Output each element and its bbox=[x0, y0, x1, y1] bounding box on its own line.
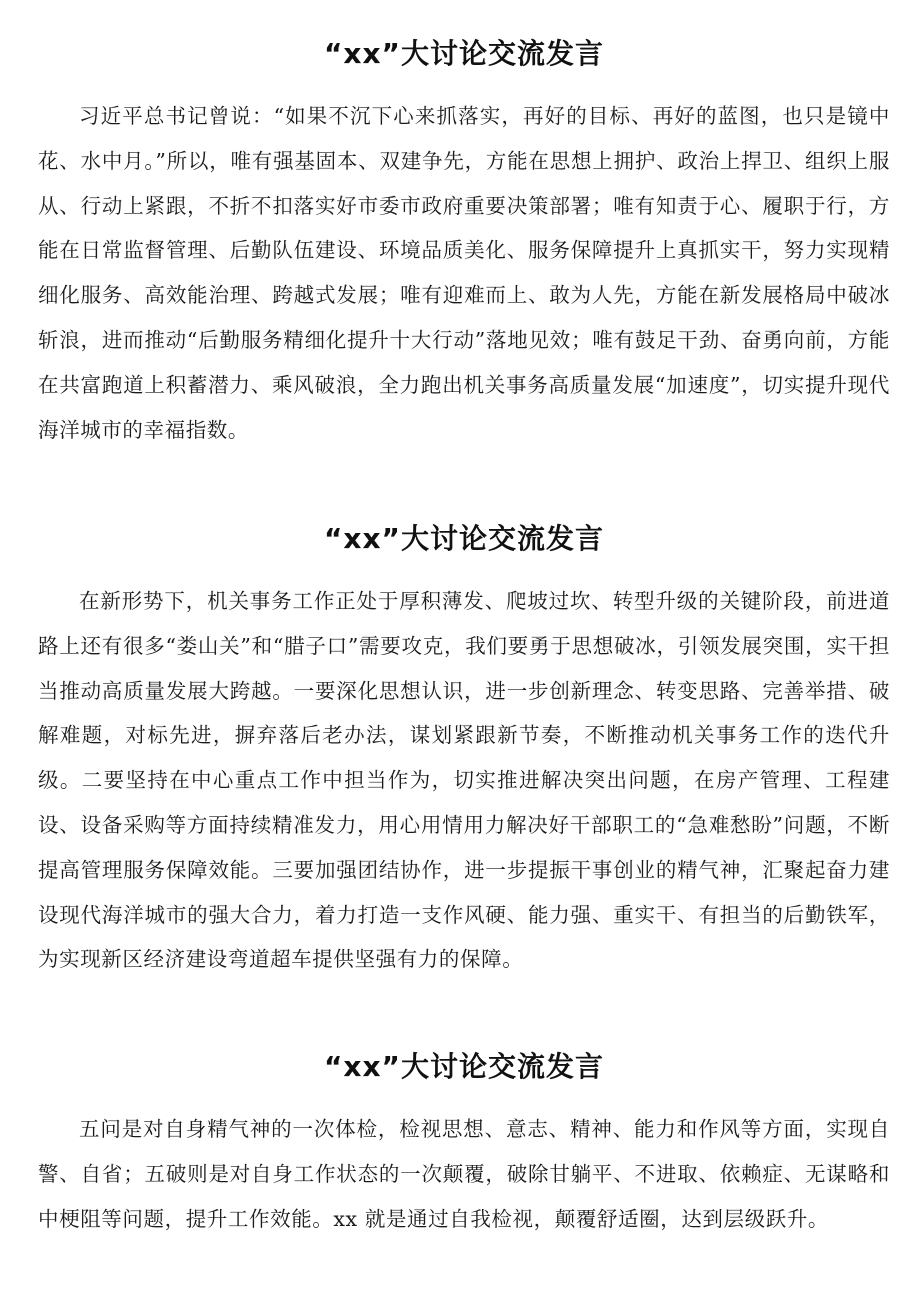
speech-section-3 bbox=[38, 1049, 890, 1241]
section-title: “xx”大讨论交流发言 bbox=[324, 37, 604, 70]
section-paragraph: 在新形势下，机关事务工作正处于厚积薄发、爬坡过坎、转型升级的关键阶段，前进道路上还有很多“娄山关”和“腊子口”需要攻克，我们要勇于思想破冰，引领发展突围，实干担当推动高质量发展大跨越。一要深化思想认识，进一步创新理念、转变思路、完善举措、破解难题，对标先进，摒弃落后老办法，谋划紧跟新节奏，不断推动机关事务工作的迭代升级。二要坚持在中心重点工作中担当作为，切实推进解决突出问题，在房产管理、工程建设、设备采购等方面持续精准发力，用心用情用力解决好干部职工的“急难愁盼”问题，不断提高管理服务保障效能。三要加强团结协作，进一步提振干事创业的精气神，汇聚起奋力建设现代海洋城市的强大合力，着力打造一支作风硬、能力强、重实干、有担当的后勤铁军，为实现新区经济建设弯道超车提供坚强有力的保障。 bbox=[38, 589, 890, 972]
speech-section-2 bbox=[38, 521, 890, 982]
section-title: “xx”大讨论交流发言 bbox=[324, 1050, 604, 1083]
section-paragraph: 五问是对自身精气神的一次体检，检视思想、意志、精神、能力和作风等方面，实现自警、自省；五破则是对自身工作状态的一次颠覆，破除甘躺平、不进取、依赖症、无谋略和中梗阻等问题，提升工作效能。xx 就是通过自我检视，颠覆舒适圈，达到层级跃升。 bbox=[38, 1117, 890, 1231]
section-title: “xx”大讨论交流发言 bbox=[324, 522, 604, 555]
speech-section-1 bbox=[38, 36, 890, 452]
section-paragraph: 习近平总书记曾说：“如果不沉下心来抓落实，再好的目标、再好的蓝图，也只是镜中花、水中月。”所以，唯有强基固本、双建争先，方能在思想上拥护、政治上捍卫、组织上服从、行动上紧跟，不折不扣落实好市委市政府重要决策部署；唯有知责于心、履职于行，方能在日常监督管理、后勤队伍建设、环境品质美化、服务保障提升上真抓实干，努力实现精细化服务、高效能治理、跨越式发展；唯有迎难而上、敢为人先，方能在新发展格局中破冰斩浪，进而推动“后勤服务精细化提升十大行动”落地见效；唯有鼓足干劲、奋勇向前，方能在共富跑道上积蓄潜力、乘风破浪，全力跑出机关事务高质量发展“加速度”，切实提升现代海洋城市的幸福指数。 bbox=[38, 104, 890, 442]
